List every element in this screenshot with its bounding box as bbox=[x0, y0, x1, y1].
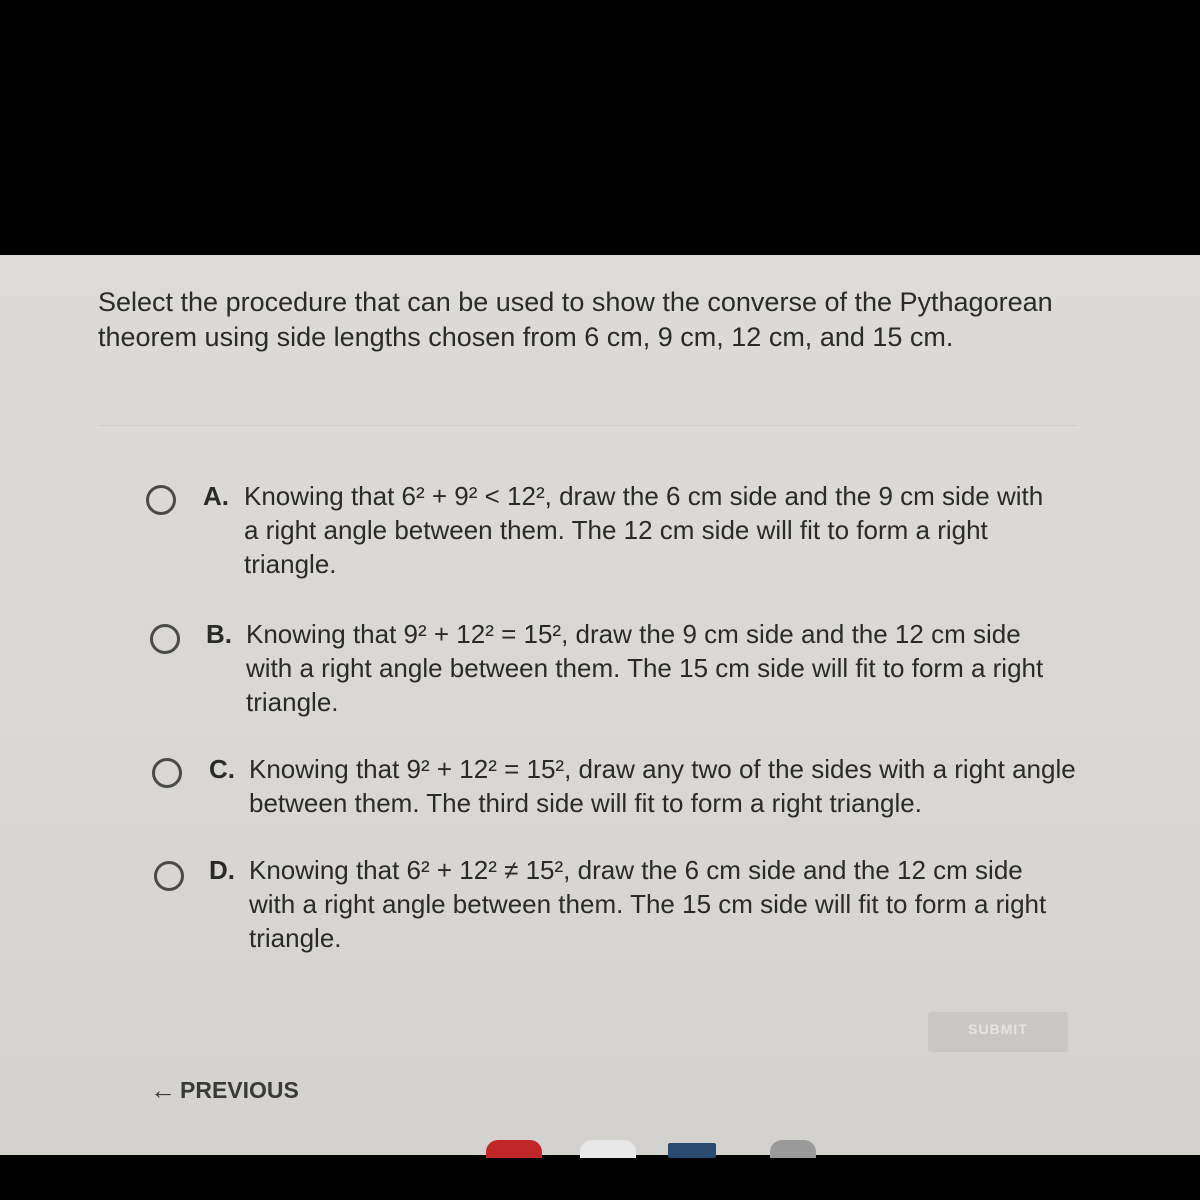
choice-letter: B. bbox=[206, 619, 232, 649]
radio-circle-icon[interactable] bbox=[150, 624, 180, 654]
previous-button[interactable] bbox=[150, 1073, 299, 1107]
choice-letter: A. bbox=[203, 481, 229, 511]
arrow-left-icon: ← bbox=[150, 1074, 176, 1105]
radio-circle-icon[interactable] bbox=[146, 485, 176, 515]
question-text: Select the procedure that can be used to show the converse of the Pythagorean theorem using side lengths chosen from 6 cm, 9 cm, 12 cm, and 15 cm. bbox=[98, 287, 1053, 352]
choice-letter: C. bbox=[209, 754, 235, 784]
divider bbox=[98, 425, 1078, 426]
choice-text: Knowing that 9² + 12² = 15², draw the 9 cm side and the 12 cm side with a right angle between them. The 15 cm side will fit to form a right triangle. bbox=[246, 619, 1044, 717]
choice-text: Knowing that 6² + 12² ≠ 15², draw the 6 cm side and the 12 cm side with a right angle between them. The 15 cm side will fit to form a right triangle. bbox=[249, 855, 1047, 953]
dock-app-icon[interactable] bbox=[668, 1143, 716, 1158]
radio-circle-icon[interactable] bbox=[154, 861, 184, 891]
quiz-screen bbox=[0, 255, 1200, 1155]
dock-app-icon[interactable] bbox=[486, 1140, 542, 1158]
choice-letter: D. bbox=[209, 855, 235, 885]
dock-app-icon[interactable] bbox=[770, 1140, 816, 1158]
radio-circle-icon[interactable] bbox=[152, 758, 182, 788]
choice-text: Knowing that 9² + 12² = 15², draw any two of the sides with a right angle between them. The third side will fit to form a right triangle. bbox=[249, 754, 1076, 818]
submit-button[interactable]: SUBMIT bbox=[928, 1012, 1068, 1052]
dock-app-icon[interactable] bbox=[580, 1140, 636, 1158]
previous-label: PREVIOUS bbox=[180, 1076, 299, 1103]
choice-text: Knowing that 6² + 9² < 12², draw the 6 cm side and the 9 cm side with a right angle between them. The 12 cm side will fit to form a right triangle. bbox=[244, 481, 1044, 579]
